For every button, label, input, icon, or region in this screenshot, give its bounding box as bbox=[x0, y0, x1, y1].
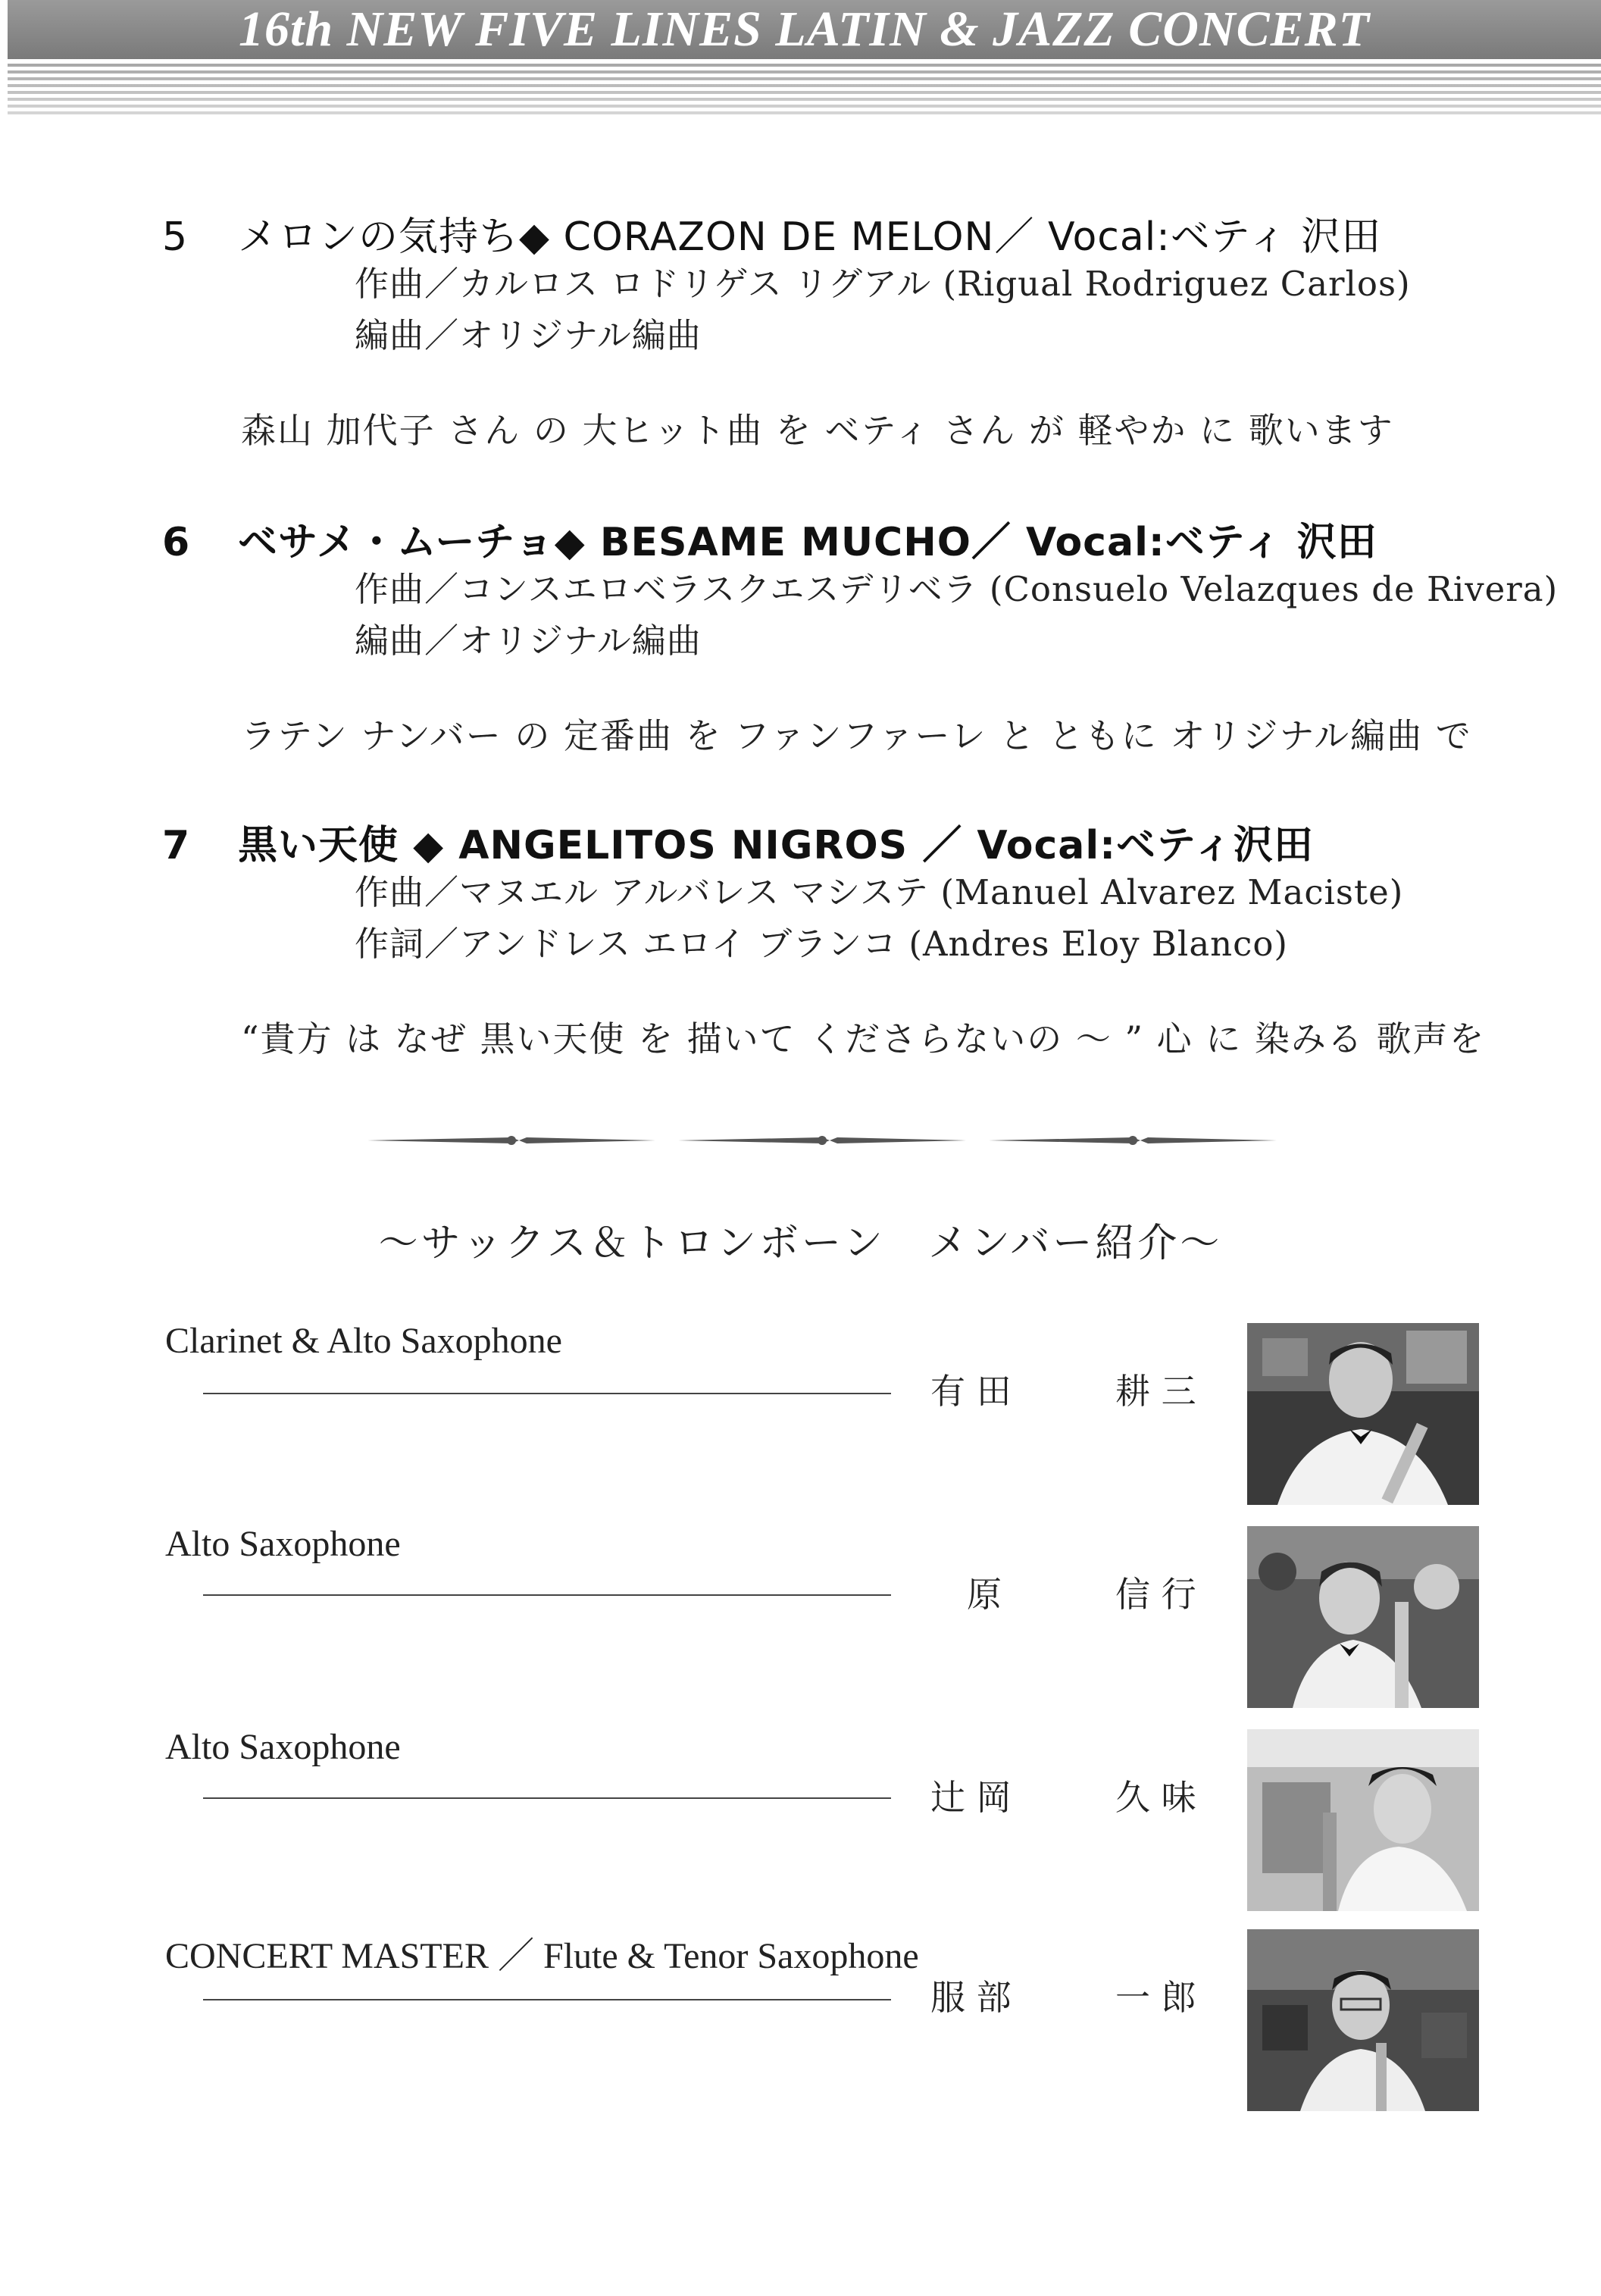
song-heading bbox=[162, 205, 1381, 261]
concert-title: 16th NEW FIVE LINES LATIN & JAZZ CONCERT bbox=[239, 2, 1370, 57]
song-title: ベサメ・ムーチョ◆ BESAME MUCHO／ Vocal:ベティ 沢田 bbox=[238, 520, 1377, 565]
instrument-label: Alto Saxophone bbox=[165, 1524, 401, 1564]
member-photo bbox=[1247, 1729, 1479, 1911]
composer-credit: 作曲／コンスエロベラスクエスデリベラ (Consuelo Velazques de Rivera) bbox=[355, 569, 1559, 609]
song-description: 森山 加代子 さん の 大ヒット曲 を ベティ さん が 軽やか に 歌います bbox=[241, 410, 1394, 451]
composer-credit: 作曲／カルロス ロドリゲス リグアル (Rigual Rodriguez Carlos) bbox=[355, 264, 1411, 304]
song-number: 7 bbox=[162, 823, 190, 868]
leader-line bbox=[203, 1393, 891, 1394]
member-surname: 辻 岡 bbox=[930, 1777, 1012, 1818]
instrument-label: Alto Saxophone bbox=[165, 1727, 401, 1767]
header-stripes-fade bbox=[8, 64, 1601, 117]
lyricist-credit: 作詞／アンドレス エロイ ブランコ (Andres Eloy Blanco) bbox=[355, 924, 1288, 964]
arranger-credit: 編曲／オリジナル編曲 bbox=[355, 621, 702, 661]
member-surname: 有 田 bbox=[930, 1371, 1012, 1412]
song-heading bbox=[162, 813, 1314, 870]
member-surname: 原 bbox=[967, 1574, 1002, 1615]
composer-credit: 作曲／マヌエル アルバレス マシステ (Manuel Alvarez Maciste) bbox=[355, 872, 1404, 912]
song-description: ラテン ナンバー の 定番曲 を ファンファーレ と ともに オリジナル編曲 で bbox=[241, 715, 1472, 756]
member-photo bbox=[1247, 1526, 1479, 1708]
member-given-name: 久 味 bbox=[1115, 1777, 1196, 1818]
member-photo bbox=[1247, 1323, 1479, 1505]
arranger-credit: 編曲／オリジナル編曲 bbox=[355, 315, 702, 355]
member-given-name: 一 郎 bbox=[1115, 1977, 1196, 2018]
song-number: 6 bbox=[162, 520, 190, 565]
leader-line bbox=[203, 1999, 891, 2000]
instrument-label: CONCERT MASTER ／ Flute & Tenor Saxophone bbox=[165, 1936, 919, 1976]
member-given-name: 耕 三 bbox=[1115, 1371, 1196, 1412]
member-photo bbox=[1247, 1929, 1479, 2111]
song-title: メロンの気持ち◆ CORAZON DE MELON／ Vocal:ベティ 沢田 bbox=[238, 214, 1382, 260]
leader-line bbox=[203, 1594, 891, 1596]
member-given-name: 信 行 bbox=[1115, 1574, 1196, 1615]
song-number: 5 bbox=[162, 214, 188, 260]
song-heading bbox=[162, 510, 1377, 567]
leader-line bbox=[203, 1797, 891, 1799]
song-title: 黒い天使 ◆ ANGELITOS NIGROS ／ Vocal:ベティ沢田 bbox=[238, 823, 1314, 868]
member-section-title: ～サックス＆トロンボーン メンバー紹介～ bbox=[378, 1221, 1223, 1266]
song-description: “貴方 は なぜ 黒い天使 を 描いて くださらないの ～ ” 心 に 染みる 歌声を bbox=[241, 1018, 1486, 1059]
member-surname: 服 部 bbox=[930, 1977, 1012, 2018]
header-band bbox=[8, 0, 1601, 59]
ornamental-divider bbox=[367, 1129, 1277, 1152]
instrument-label: Clarinet & Alto Saxophone bbox=[165, 1321, 562, 1361]
